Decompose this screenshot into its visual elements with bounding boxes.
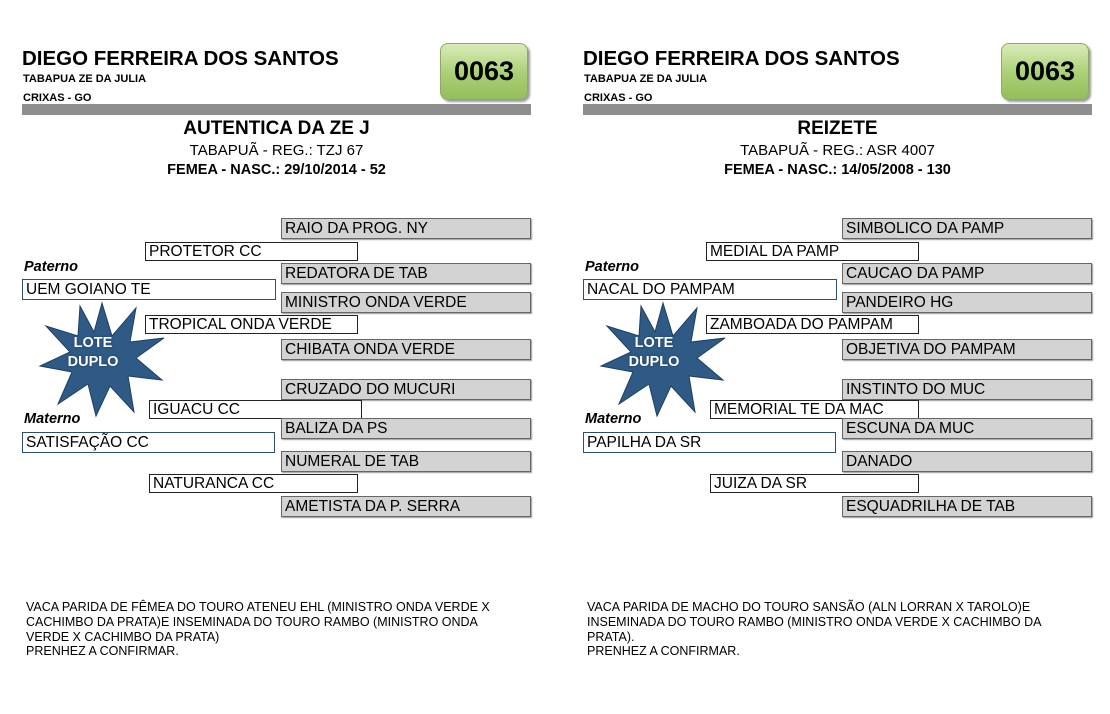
registration: TABAPUÃ - REG.: ASR 4007 (740, 142, 935, 159)
ggp-6: BALIZA DA PS (281, 418, 531, 439)
animal-card-right (583, 0, 1098, 714)
materno-label: Materno (585, 411, 642, 427)
ggp-3: PANDEIRO HG (842, 292, 1092, 313)
notes: VACA PARIDA DE MACHO DO TOURO SANSÃO (ALN LORRAN X TAROLO)E INSEMINADA DO TOURO RAMBO (MINISTRO ONDA VERDE X CACHIMBO DA PRATA). PRENHEZ A CONFIRMAR. (587, 600, 1042, 659)
ggp-3: MINISTRO ONDA VERDE (281, 292, 531, 313)
animal-name: AUTENTICA DA ZE J (183, 118, 370, 139)
lot-number-badge: 0063 (1001, 43, 1089, 100)
ggp-8: ESQUADRILHA DE TAB (842, 496, 1092, 517)
city: CRIXAS - GO (23, 92, 92, 104)
ggp-4: OBJETIVA DO PAMPAM (842, 339, 1092, 360)
owner-name: DIEGO FERREIRA DOS SANTOS (583, 47, 900, 70)
ggp-2: REDATORA DE TAB (281, 263, 531, 284)
materno-label: Materno (24, 411, 81, 427)
notes: VACA PARIDA DE FÊMEA DO TOURO ATENEU EHL (MINISTRO ONDA VERDE X CACHIMBO DA PRATA)E INSEMINADA DO TOURO RAMBO (MINISTRO ONDA VERDE X CACHIMBO DA PRATA) PRENHEZ A CONFIRMAR. (26, 600, 490, 659)
owner-name: DIEGO FERREIRA DOS SANTOS (22, 47, 339, 70)
sire-dam: TROPICAL ONDA VERDE (145, 315, 358, 334)
sire-sire: PROTETOR CC (145, 242, 358, 261)
lote-duplo-badge: LOTE DUPLO (67, 335, 119, 370)
ggp-5: INSTINTO DO MUC (842, 379, 1092, 400)
ggp-5: CRUZADO DO MUCURI (281, 379, 531, 400)
header-divider (583, 104, 1092, 115)
lot-number-badge: 0063 (440, 43, 528, 100)
animal-name: REIZETE (797, 118, 878, 139)
paterno-label: Paterno (24, 259, 78, 275)
sire-dam: ZAMBOADA DO PAMPAM (706, 315, 919, 334)
city: CRIXAS - GO (584, 92, 653, 104)
sire-sire: MEDIAL DA PAMP (706, 242, 919, 261)
dam-dam: NATURANCA CC (149, 474, 358, 493)
dam: PAPILHA DA SR (583, 432, 836, 453)
sex-birth: FEMEA - NASC.: 29/10/2014 - 52 (167, 162, 386, 178)
ggp-4: CHIBATA ONDA VERDE (281, 339, 531, 360)
ggp-8: AMETISTA DA P. SERRA (281, 496, 531, 517)
dam: SATISFAÇÃO CC (22, 432, 275, 453)
farm-name: TABAPUA ZE DA JULIA (584, 73, 708, 85)
dam-sire: IGUACU CC (149, 400, 362, 419)
ggp-7: DANADO (842, 451, 1092, 472)
animal-card-left (22, 0, 537, 714)
dam-sire: MEMORIAL TE DA MAC (710, 400, 919, 419)
registration: TABAPUÃ - REG.: TZJ 67 (189, 142, 364, 159)
lote-duplo-badge: LOTE DUPLO (628, 335, 680, 370)
ggp-6: ESCUNA DA MUC (842, 418, 1092, 439)
paterno-label: Paterno (585, 259, 639, 275)
sire: NACAL DO PAMPAM (583, 279, 837, 300)
header-divider (22, 104, 531, 115)
sex-birth: FEMEA - NASC.: 14/05/2008 - 130 (724, 162, 951, 178)
farm-name: TABAPUA ZE DA JULIA (23, 73, 147, 85)
ggp-2: CAUCAO DA PAMP (842, 263, 1092, 284)
ggp-1: SIMBOLICO DA PAMP (842, 218, 1092, 239)
ggp-7: NUMERAL DE TAB (281, 451, 531, 472)
dam-dam: JUIZA DA SR (710, 474, 919, 493)
sire: UEM GOIANO TE (22, 279, 276, 300)
ggp-1: RAIO DA PROG. NY (281, 218, 531, 239)
